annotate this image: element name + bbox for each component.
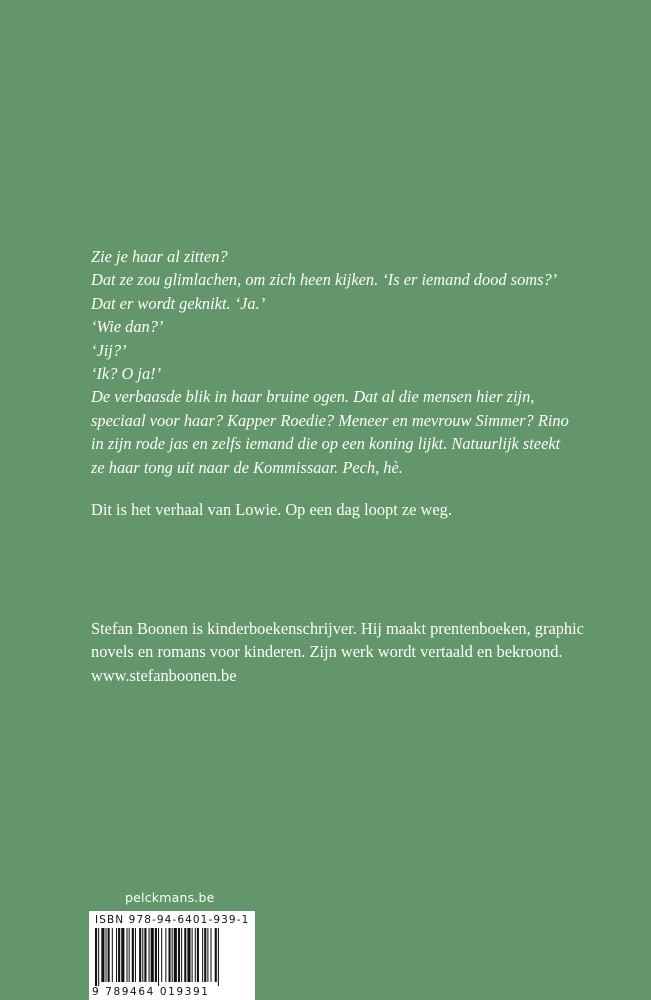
- barcode-bar: [132, 928, 134, 982]
- story-intro: Dit is het verhaal van Lowie. Op een dag loopt ze weg.: [91, 500, 452, 519]
- barcode-bar: [135, 928, 136, 982]
- barcode-bar: [202, 928, 203, 982]
- barcode-bar: [184, 928, 186, 982]
- quote-line: De verbaasde blik in haar bruine ogen. Dat al die mensen hier zijn,: [91, 387, 535, 407]
- quote-line: ze haar tong uit naar de Kommissaar. Pech, hè.: [91, 457, 403, 477]
- author-bio: [91, 617, 611, 687]
- barcode-bar: [174, 928, 177, 982]
- publisher-website[interactable]: pelckmans.be: [125, 890, 215, 905]
- barcode-bar: [178, 928, 180, 982]
- bio-line: novels en romans voor kinderen. Zijn werk wordt vertaald en bekroond.: [91, 642, 563, 662]
- barcode-bar: [161, 928, 162, 982]
- barcode-bar: [95, 928, 97, 986]
- barcode-bar: [204, 928, 206, 982]
- barcode-bar: [195, 928, 196, 982]
- author-website[interactable]: www.stefanboonen.be: [91, 665, 237, 685]
- quote-line: ‘Jij?’: [91, 340, 127, 360]
- barcode-bar: [181, 928, 182, 982]
- quote-line: in zijn rode jas en zelfs iemand die op een koning lijkt. Natuurlijk steekt: [91, 434, 561, 454]
- barcode-bar: [192, 928, 193, 982]
- quote-line: ‘Ik? O ja!’: [91, 364, 162, 384]
- barcode-bar: [165, 928, 166, 982]
- barcode-bar: [211, 928, 212, 982]
- barcode-bar: [158, 928, 159, 986]
- barcode-bar: [149, 928, 150, 982]
- barcode-bar: [118, 928, 120, 982]
- quote-line: speciaal voor haar? Kapper Roedie? Meneer en mevrouw Simmer? Rino: [91, 410, 569, 430]
- quote-line: Dat er wordt geknikt. ‘Ja.’: [91, 293, 266, 313]
- barcode-bar: [155, 928, 157, 982]
- barcode-bar: [116, 928, 117, 982]
- barcode-bars-icon: [93, 928, 251, 986]
- barcode-bar: [127, 928, 128, 982]
- quote-line: ‘Wie dan?’: [91, 317, 164, 337]
- barcode-bar: [142, 928, 143, 982]
- barcode-digits: 9 789464 019391: [92, 986, 210, 998]
- barcode-bar: [144, 928, 146, 982]
- barcode-bar: [112, 928, 113, 982]
- barcode-bar: [98, 928, 99, 986]
- isbn-barcode: [89, 911, 255, 1000]
- barcode-bar: [169, 928, 171, 982]
- barcode-bar: [151, 928, 154, 982]
- barcode-bar: [197, 928, 199, 982]
- bio-line: Stefan Boonen is kinderboekenschrijver. Hij maakt prentenboeken, graphic: [91, 619, 584, 638]
- quote-line: Zie je haar al zitten?: [91, 247, 228, 266]
- barcode-bar: [121, 928, 124, 982]
- back-cover-quote: [91, 245, 611, 479]
- barcode-bar: [106, 928, 107, 982]
- barcode-bar: [108, 928, 110, 982]
- barcode-bar: [215, 928, 217, 982]
- barcode-bar: [218, 928, 219, 986]
- barcode-bar: [172, 928, 173, 982]
- barcode-bar: [101, 928, 104, 982]
- barcode-bar: [207, 928, 208, 982]
- barcode-bar: [187, 928, 190, 982]
- barcode-bar: [129, 928, 130, 982]
- barcode-bar: [139, 928, 141, 982]
- isbn-label: ISBN 978-94-6401-939-1: [95, 914, 250, 926]
- quote-line: Dat ze zou glimlachen, om zich heen kijken. ‘Is er iemand dood soms?’: [91, 270, 558, 290]
